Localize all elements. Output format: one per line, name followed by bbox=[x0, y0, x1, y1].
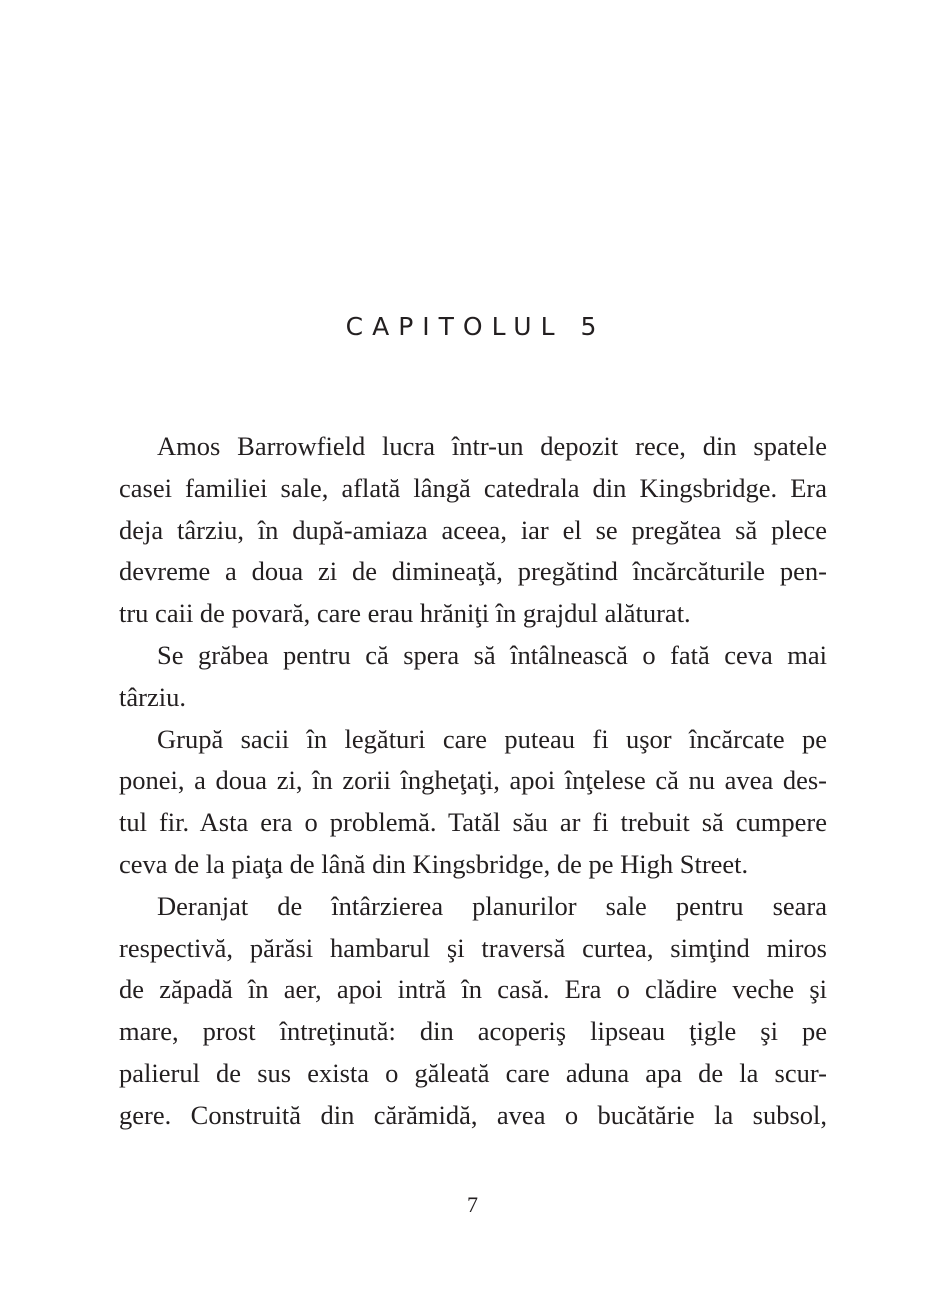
text-line: Amos Barrowfield lucra într-un depozit rece, din spatele bbox=[157, 431, 827, 461]
page-number: 7 bbox=[467, 1192, 478, 1217]
paragraph bbox=[119, 719, 827, 886]
text-line: ceva de la piaţa de lână din Kingsbridge, de pe High Street. bbox=[119, 848, 749, 879]
text-line: ponei, a doua zi, în zorii îngheţaţi, apoi înţelese că nu avea des- bbox=[119, 765, 827, 796]
body-text bbox=[119, 426, 827, 1137]
text-line: devreme a doua zi de dimineaţă, pregătind încărcăturile pen- bbox=[119, 556, 827, 587]
text-line: mare, prost întreţinută: din acoperiş lipseau ţigle şi pe bbox=[119, 1016, 827, 1047]
text-line: Se grăbea pentru că spera să întâlnească o fată ceva mai bbox=[157, 639, 827, 670]
text-line: de zăpadă în aer, apoi intră în casă. Era o clădire veche şi bbox=[119, 974, 827, 1005]
paragraph bbox=[119, 886, 827, 1137]
paragraph bbox=[119, 635, 827, 719]
text-line: tru caii de povară, care erau hrăniţi în grajdul alăturat. bbox=[119, 598, 691, 629]
text-line: Deranjat de întârzierea planurilor sale pentru seara bbox=[157, 890, 827, 921]
paragraph bbox=[119, 426, 827, 635]
text-line: Grupă sacii în legături care puteau fi uşor încărcate pe bbox=[157, 723, 827, 754]
text-line: târziu. bbox=[119, 681, 186, 712]
text-line: gere. Construită din cărămidă, avea o bucătărie la subsol, bbox=[119, 1099, 827, 1130]
text-line: palierul de sus exista o găleată care aduna apa de la scur- bbox=[119, 1057, 827, 1088]
text-line: casei familiei sale, aflată lângă catedrala din Kingsbridge. Era bbox=[119, 472, 827, 503]
text-line: tul fir. Asta era o problemă. Tatăl său ar fi trebuit să cumpere bbox=[119, 807, 827, 838]
chapter-title: CAPITOLUL 5 bbox=[345, 312, 606, 341]
text-line: respectivă, părăsi hambarul şi traversă curtea, simţind miros bbox=[119, 932, 827, 963]
text-line: deja târziu, în după-amiaza aceea, iar el se pregătea să plece bbox=[119, 514, 827, 545]
